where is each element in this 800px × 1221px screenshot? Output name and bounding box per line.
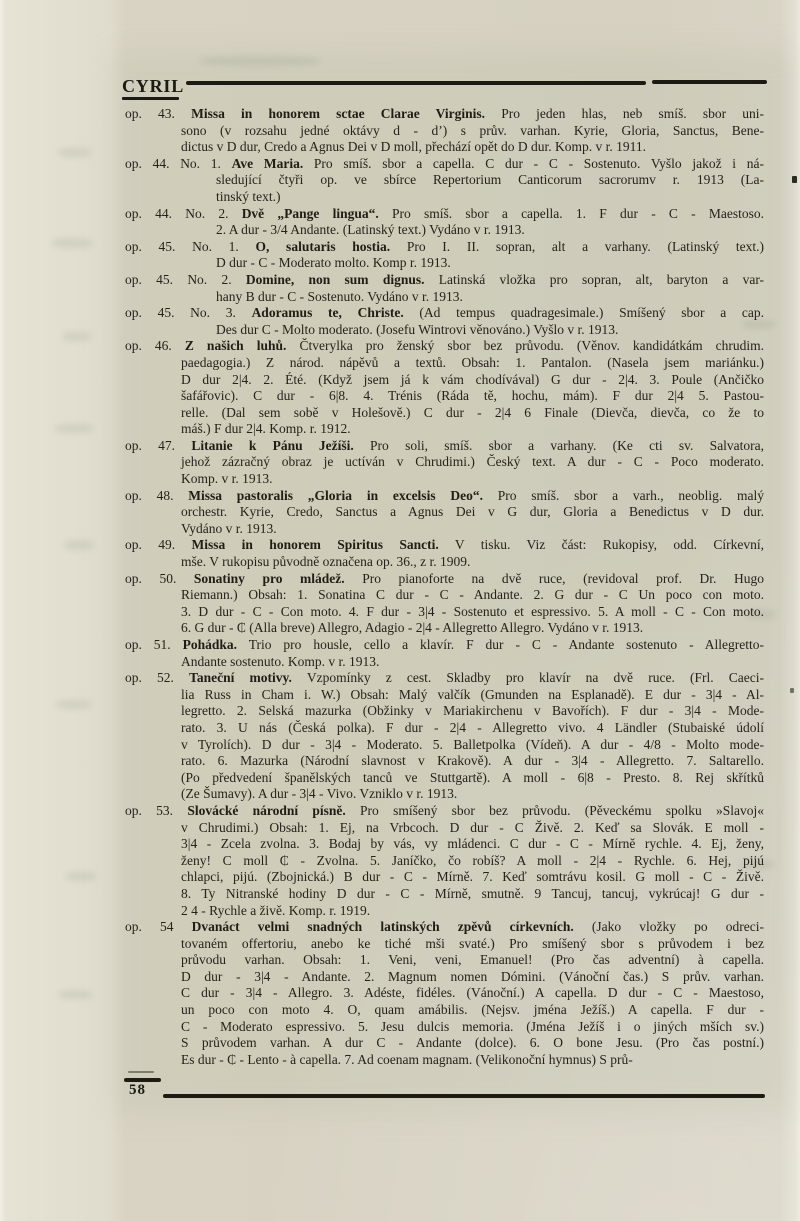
entry-continuation-line: sledující čtyři op. ve sbírce Repertorium Canticorum sacrorumv r. 1913 (La- [216,172,764,188]
entry-first-line [125,803,764,820]
opus-entry [125,106,764,156]
opus-number: op. 52. [125,670,174,686]
entry-first-line [125,670,764,687]
margin-smudge [66,872,96,881]
margin-smudge [64,540,94,550]
entry-continuation-line: ženy! C moll ₵ - Zvolna. 5. Janíčko, čo robíš? A moll - 2|4 - Rychle. 6. Hej, pijú [181,852,764,868]
opus-entry [125,670,764,803]
work-title: Pohádka. [182,637,238,652]
entry-continuation-line: un poco con moto 4. O, quam amábilis. (Nejsv. jména Ježíš.) A capella. F dur - [181,1002,764,1018]
masthead-underline [122,97,179,100]
opus-entry [125,803,764,919]
work-title: Sonatiny pro mládež. [193,570,345,586]
opus-number: op. 51. [125,637,171,652]
entry-first-line [125,239,764,256]
entry-continuation-line: Andante sostenuto. Komp. v r. 1913. [181,653,380,669]
piece-number: No. 2. [185,205,229,221]
work-title: Z našich luhů. [184,338,287,354]
entry-text: Pro jeden hlas, neb smíš. sbor uni- [501,106,764,121]
work-title: Litanie k Pánu Ježíši. [191,437,354,453]
piece-number: No. 1. [180,155,221,171]
entry-continuation-line: lia Russ in Cham i. W.) Obsah: Malý valčík (Gmunden na Esplanadě). E dur - 3|4 - Al- [181,686,764,702]
entry-continuation-line: šafářovic). C dur - 6|8. 4. Trénis (Ráda tě, hochu, mám). F dur 2|4 5. Pastou- [181,388,764,404]
entry-continuation-line: C - Moderato espressivo. 5. Jesu dulcis memoria. (Jména Ježíš i o jiných mších sv.) [181,1018,764,1034]
entry-text: Pro smíš. sbor a capella. C dur - C - Sostenuto. Vyšlo jakož i ná- [313,155,765,171]
entry-continuation-line: relle. (Dal sem sobě v Holešově.) C dur - 2|4 6 Finale (Dievča, dievča, co že to [181,404,764,420]
opus-entry [125,338,764,438]
entry-continuation-line: D dur - 3|4 - Andante. 2. Magnum nomen Dómini. (Vánoční čas.) S prův. varhan. [181,968,764,984]
entry-continuation-line: Des dur C - Molto moderato. (Josefu Wintrovi věnováno.) Vyšlo v r. 1913. [216,321,619,337]
entry-continuation-line: 8. Ty Nitranské hodiny D dur - C - Mírně, smutně. 9 Tancuj, tancuj, vykrúcaj! G dur - [181,885,764,901]
opus-entry [125,239,764,272]
entry-continuation-line: paedagogia.) Z národ. nápěvů a textů. Obsah: 1. Pantalon. (Nasela jsem mariánku.) [181,354,764,370]
opus-number: op. 43. [125,106,175,121]
journal-masthead: CYRIL [122,76,185,96]
opus-entry [125,571,764,637]
entry-text: (Jako vložky po odreci- [591,919,765,935]
margin-smudge [62,332,92,341]
entry-continuation-line: D dur 2|4. 2. Été. (Když jsem já k vám chodívával) G dur - 2|4. 3. Poule (Ančičko [181,371,764,387]
work-title: Ave Maria. [231,155,304,171]
footer-dash-faint [128,1071,154,1073]
work-title: Adoramus te, Christe. [251,305,404,321]
opus-number: op. 44. [125,155,170,171]
entry-continuation-line: máš.) F dur 2|4. Komp. r. 1912. [181,421,351,437]
entry-continuation-line: 3|4 - Zcela zvolna. 3. Bodaj by vás, vy mládenci. C dur - C - Mírně rychle. 4. Ej, ženy, [181,836,764,852]
entry-continuation-line: v Tyrolích). D dur - 3|4 - Moderato. 5. Balletpolka (Vídeň). A dur - 4/8 - Molto mode- [181,736,764,752]
entry-text: (Ad tempus quadragesimale.) Smíšený sbor a cap. [419,305,765,321]
opus-list [125,106,764,1068]
entry-continuation-line: D dur - C - Moderato molto. Komp r. 1913. [216,255,451,271]
header-rule-right [652,80,767,84]
work-title: Missa in honorem sctae Clarae Virginis. [191,106,486,121]
scan-speck [790,688,794,693]
opus-entry [125,272,764,305]
entry-continuation-line: tovaném offertoriu, anebo ke tiché mši svaté.) Pro smíšený sbor s průvodem i bez [181,935,764,951]
work-title: O, salutaris hostia. [255,238,391,254]
entry-continuation-line: legretto. 2. Selská mazurka (Obžinky v Mariakirchenu v Bavořích). F dur - 3|4 - Mode- [181,703,764,719]
work-title: Missa in honorem Spiritus Sancti. [191,537,439,553]
opus-number: op. 53. [125,802,174,818]
margin-smudge [56,700,92,709]
opus-number: op. 45. [125,238,176,254]
work-title: Domine, non sum dignus. [245,271,425,287]
margin-smudge [52,238,92,248]
opus-number: op. 49. [125,537,176,553]
header-rule-left [186,81,646,85]
entry-continuation-line: 6. G dur - ₵ (Alla breve) Allegro, Adagio - 2|4 - Allegretto Allegro. Vydáno v r. 1913. [181,620,644,636]
piece-number: No. 1. [192,238,239,254]
work-title: Slovácké národní písně. [187,802,346,818]
entry-text: Latinská vložka pro sopran, alt, baryton a var- [438,271,765,287]
entry-continuation-line: dictus v D dur, Credo a Agnus Dei v D moll, přechází opět do D dur. Komp. v r. 1911. [181,139,647,155]
entry-continuation-line: S průvodem varhan. A dur C - Andante (dolce). 6. O bone Jesu. (Pro čas postní.) [181,1035,764,1051]
work-title: Dvě „Pange lingua“. [241,205,379,221]
margin-smudge [58,990,92,999]
work-title: Missa pastoralis „Gloria in excelsis Deo“. [188,487,483,503]
entry-first-line [125,488,764,505]
entry-continuation-line: mše. V rukopisu původně označena op. 36., z r. 1909. [181,554,471,570]
opus-entry [125,206,764,239]
entry-first-line [125,106,764,123]
entry-continuation-line: Vydáno v r. 1913. [181,520,277,536]
work-title: Taneční motivy. [189,670,292,686]
entry-continuation-line: Komp. v r. 1913. [181,471,273,487]
entry-text: Trio pro housle, cello a klavír. F dur - C - Andante sostenuto - Allegretto- [248,637,765,652]
entry-first-line [125,571,764,588]
entry-continuation-line: v Chrudimi.) Obsah: 1. Ej, na Vrbcoch. D dur - C Živě. 2. Keď sa Slovák. E moll - [181,819,764,835]
opus-entry [125,537,764,570]
entry-text: Čtverylka pro ženský sbor bez průvodu. (Věnov. kandidátkám chrudim. [299,338,765,354]
piece-number: No. 2. [187,271,232,287]
opus-entry [125,305,764,338]
entry-text: Pro smíš. sbor a capella. 1. F dur - C - Maestoso. [392,205,765,221]
opus-number: op. 45. [125,271,174,287]
showthrough-smudge [200,56,320,66]
entry-first-line [125,637,764,654]
entry-continuation-line: (Po předvedení španělských tanců ve Stuttgartě). A moll - 6|8 - Presto. 8. Rej skřítků [181,769,764,785]
entry-first-line [125,305,764,322]
opus-number: op. 54 [125,919,174,935]
piece-number: No. 3. [190,305,236,321]
entry-text: Vzpomínky z cest. Skladby pro klavír na dvě ruce. (Frl. Caeci- [306,670,765,686]
entry-text: Pro smíšený sbor bez průvodu. (Pěveckému spolku »Slavoj« [360,802,765,818]
entry-continuation-line: orchestr. Kyrie, Credo, Sanctus a Agnus Dei v G dur, Gloria a Benedictus v D dur. [181,504,764,520]
entry-first-line [125,919,764,936]
entry-continuation-line: hany B dur - C - Sostenuto. Vydáno v r. 1913. [216,288,463,304]
margin-smudge [58,148,92,157]
entry-text: Pro soli, smíš. sbor a varhany. (Ke cti sv. Salvatora, [370,437,765,453]
entry-text: V tisku. Viz část: Rukopisy, odd. Církevní, [454,537,765,553]
opus-number: op. 44. [125,205,172,221]
entry-continuation-line: 3. D dur - C - Con moto. 4. F dur - 3|4 - Sostenuto et espressivo. 5. A moll - C - Con moto. [181,603,764,619]
entry-first-line [125,338,764,355]
entry-continuation-line: 2. A dur - 3/4 Andante. (Latinský text.) Vydáno v r. 1913. [216,222,525,238]
opus-number: op. 50. [125,570,177,586]
entry-continuation-line: Riemann.) Obsah: 1. Sonatina C dur - C - Andante. 2. G dur - C Un poco con moto. [181,587,764,603]
opus-entry [125,637,764,670]
footer-rule [163,1094,765,1098]
scan-speck [792,176,797,183]
opus-entry [125,156,764,206]
opus-entry [125,919,764,1068]
entry-first-line [125,438,764,455]
entry-text: Pro I. II. sopran, alt a varhany. (Latinský text.) [406,238,764,254]
entry-first-line [125,272,764,289]
entry-text: Pro smíš. sbor a varh., neoblig. malý [497,487,765,503]
entry-text: Pro pianoforte na dvě ruce, (revidoval prof. Dr. Hugo [362,570,764,586]
entry-continuation-line: (Ze Šumavy). A dur - 3|4 - Vivo. Vzniklo v r. 1913. [181,786,458,802]
entry-continuation-line: 2 4 - Rychle a živě. Komp. r. 1919. [181,902,371,918]
entry-continuation-line: sono (v rozsahu jedné oktávy d - d’) s prův. varhan. Kyrie, Gloria, Sanctus, Bene- [181,122,764,138]
entry-continuation-line: rato. 6. Mazurka (Národní slavnost v Krakově). A dur - 3|4 - Allegretto. 7. Saltarello. [181,753,764,769]
opus-number: op. 47. [125,437,176,453]
opus-number: op. 45. [125,305,175,321]
opus-number: op. 48. [125,487,174,503]
entry-continuation-line: tinský text.) [216,188,281,204]
entry-continuation-line: C dur - 3|4 - Allegro. 3. Adéste, fidéles. (Vánoční.) A capella. D dur - C - Maestoso, [181,985,764,1001]
opus-entry [125,488,764,538]
entry-continuation-line: jehož zázračný obraz je uctíván v Chrudimi.) Český text. A dur - C - Poco moderato. [181,454,764,470]
entry-first-line [125,206,764,223]
entry-continuation-line: Es dur - ₵ - Lento - à capella. 7. Ad coenam magnam. (Velikonoční hymnus) S prů- [181,1051,633,1067]
opus-entry [125,438,764,488]
entry-continuation-line: rato. 3. U nás (Česká polka). F dur - 2|4 - Allegretto vivo. 4 Ländler (Stubaiské údolí [181,719,764,735]
page-number: 58 [129,1082,146,1098]
entry-first-line [125,156,764,173]
entry-continuation-line: průvodu varhan. Obsah: 1. Veni, veni, Emanuel! (Pro čas adventní) à capella. [181,952,764,968]
work-title: Dvanáct velmi snadných latinských zpěvů církevních. [191,919,574,935]
entry-first-line [125,537,764,554]
margin-smudge [55,424,93,433]
entry-continuation-line: chlapci, pijú. (Zbojnická.) B dur - C - Mírně. 7. Keď somtrávu kosil. G moll - C - Živě. [181,869,764,885]
opus-number: op. 46. [125,338,172,354]
